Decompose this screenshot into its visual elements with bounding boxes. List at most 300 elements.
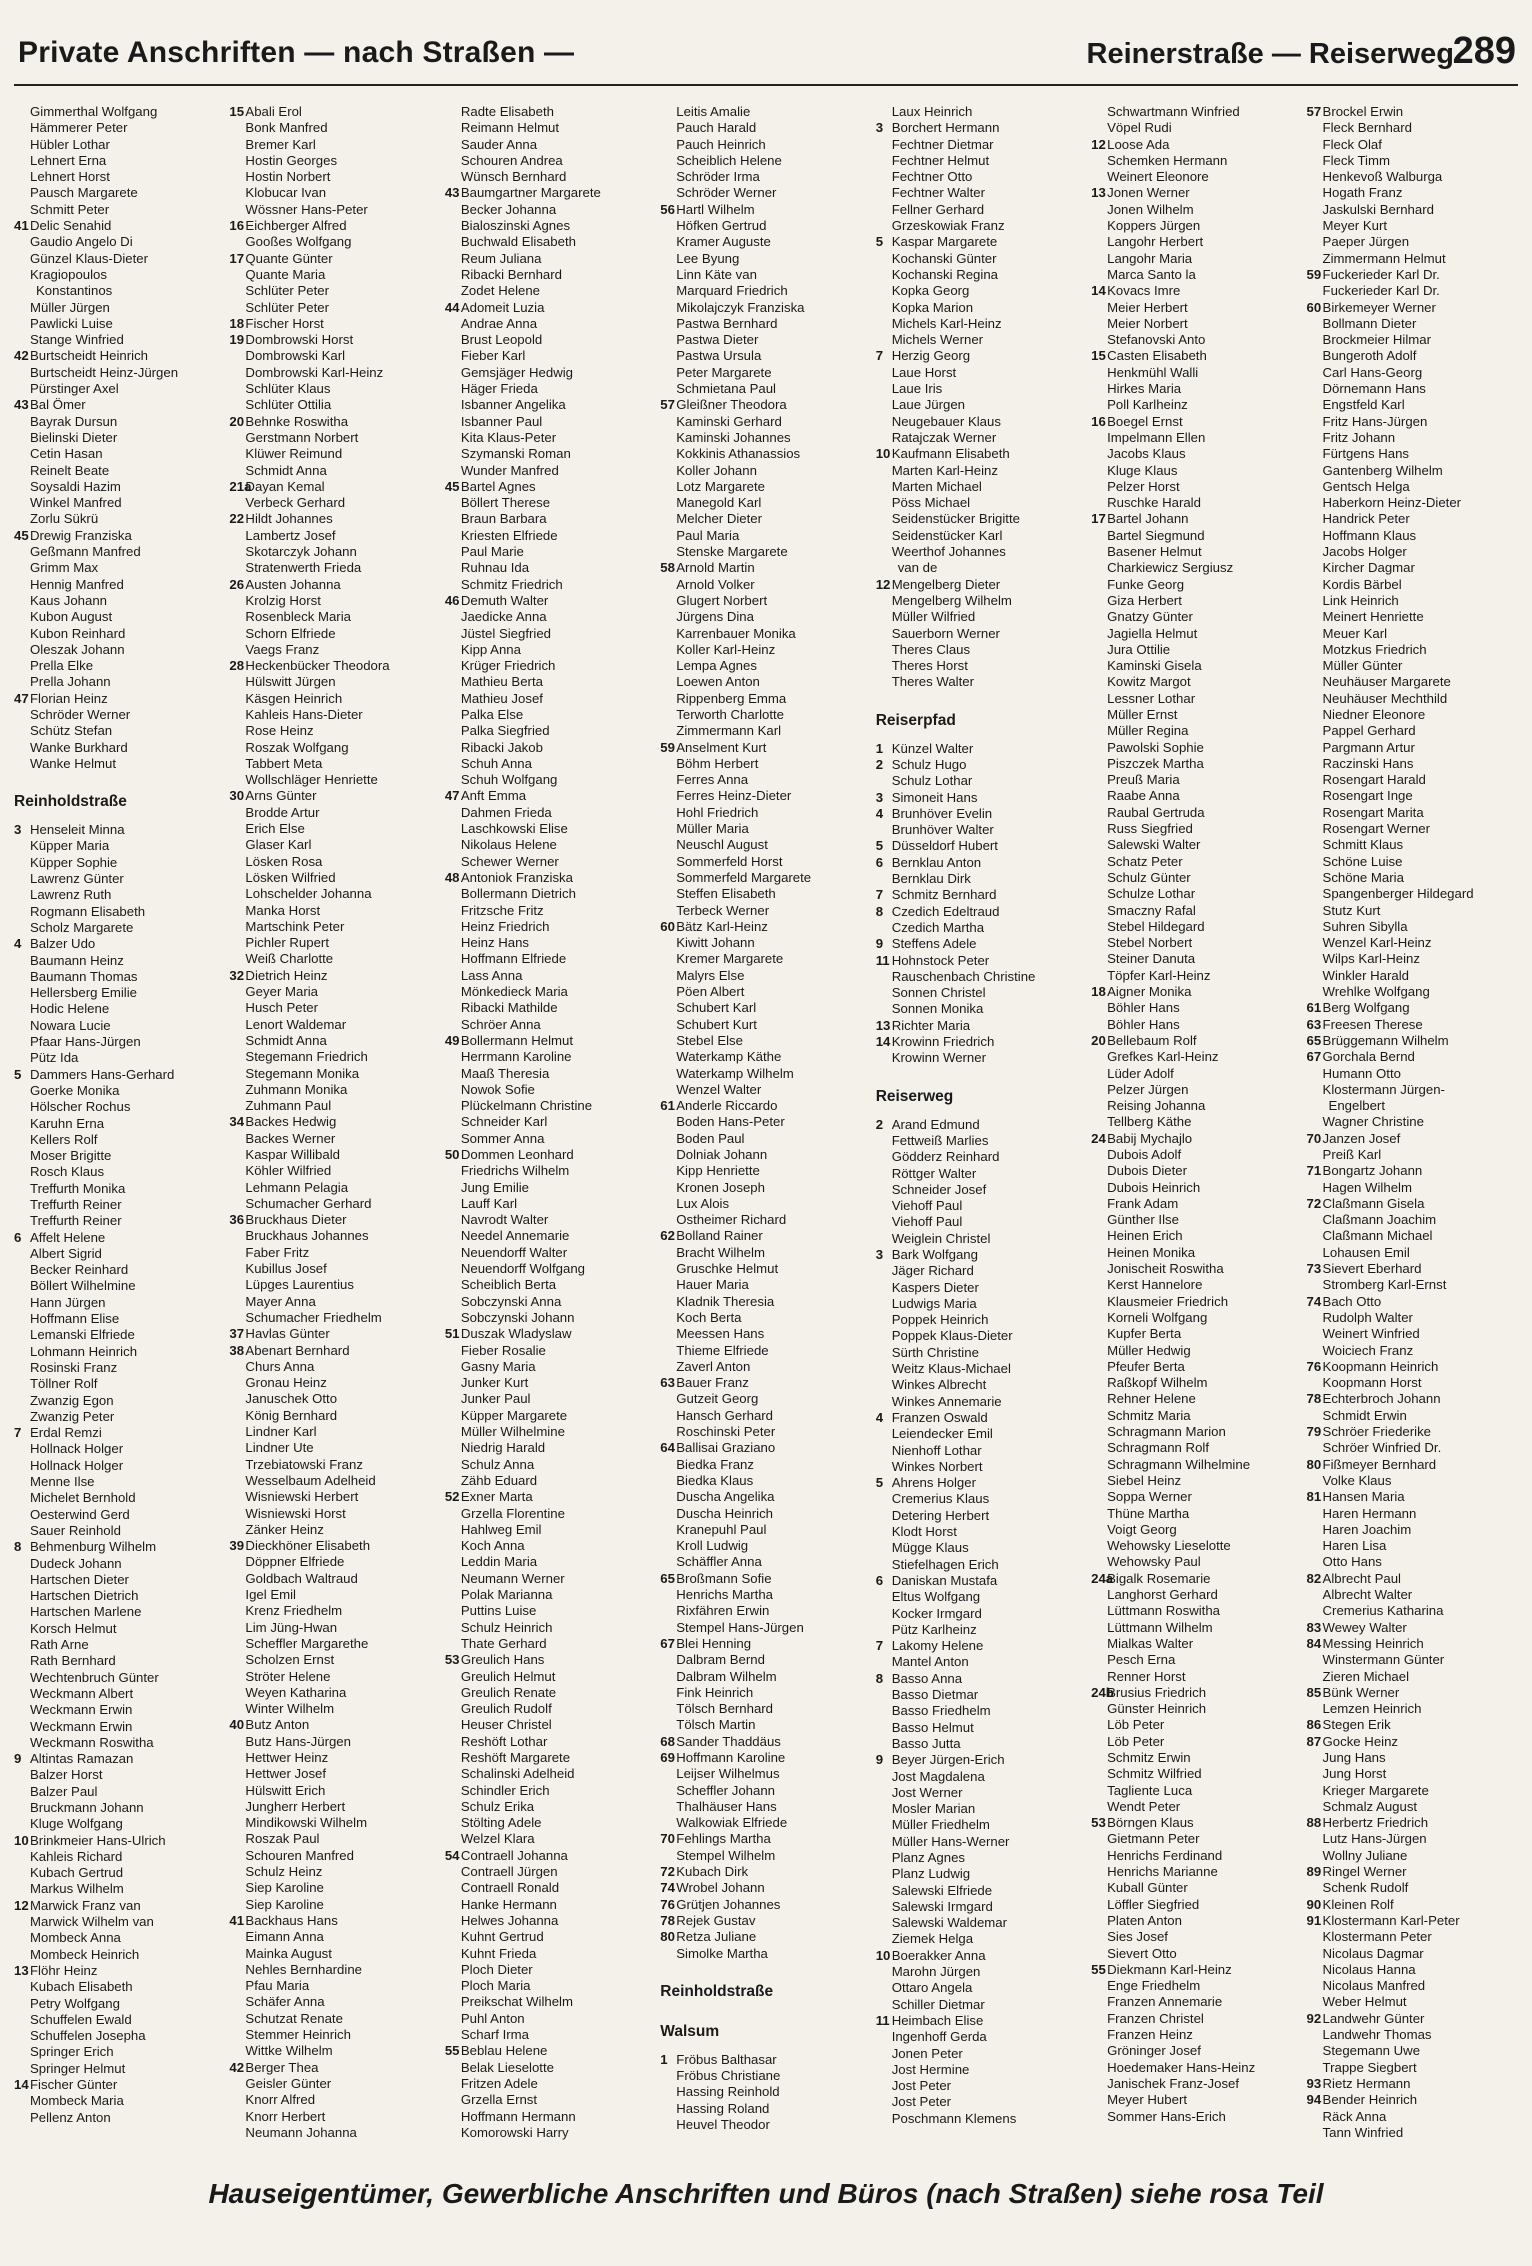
directory-entry bbox=[1307, 1017, 1518, 1033]
resident-name: Ahrens Holger bbox=[891, 1475, 976, 1491]
resident-name: Bark Wolfgang bbox=[891, 1247, 978, 1262]
resident-name: Lohausen Emil bbox=[1322, 1244, 1410, 1260]
resident-name: Glaser Karl bbox=[245, 837, 312, 853]
directory-entry bbox=[660, 1652, 871, 1668]
directory-entry bbox=[876, 1443, 1087, 1459]
resident-name: Lehnert Erna bbox=[30, 152, 107, 168]
house-number: 56 bbox=[660, 201, 675, 217]
directory-entry bbox=[14, 1833, 225, 1849]
directory-entry bbox=[660, 788, 871, 804]
directory-entry bbox=[229, 903, 440, 919]
directory-entry bbox=[876, 1475, 1087, 1491]
resident-name: Geßmann Manfred bbox=[30, 544, 141, 560]
directory-entry bbox=[229, 1978, 440, 1994]
directory-entry bbox=[1091, 1098, 1302, 1114]
resident-name: Schmidt Erwin bbox=[1322, 1407, 1407, 1423]
directory-entry bbox=[229, 756, 440, 772]
directory-entry bbox=[876, 2062, 1087, 2078]
directory-entry bbox=[1091, 1815, 1302, 1831]
directory-entry bbox=[445, 1343, 656, 1359]
directory-entry bbox=[229, 1864, 440, 1880]
directory-entry bbox=[1307, 1880, 1518, 1896]
resident-name: Rauschenbach Christine bbox=[891, 968, 1036, 984]
resident-name: Schütz Stefan bbox=[30, 723, 113, 739]
directory-entry bbox=[660, 218, 871, 234]
directory-entry bbox=[229, 1946, 440, 1962]
house-number: 42 bbox=[229, 2059, 245, 2075]
directory-entry bbox=[445, 968, 656, 984]
directory-entry bbox=[1091, 772, 1302, 788]
directory-entry bbox=[876, 1980, 1087, 1996]
directory-entry bbox=[1091, 267, 1302, 283]
resident-name: Böhm Herbert bbox=[676, 755, 759, 771]
resident-name: Drewig Franziska bbox=[30, 527, 132, 543]
directory-entry bbox=[229, 446, 440, 462]
directory-entry bbox=[660, 1766, 871, 1782]
resident-name: Dörnemann Hans bbox=[1322, 381, 1426, 397]
resident-name: Weckmann Albert bbox=[30, 1685, 134, 1701]
resident-name: Oleszak Johann bbox=[30, 641, 125, 657]
house-number: 38 bbox=[229, 1342, 245, 1358]
resident-name: Ruhnau Ida bbox=[460, 560, 530, 576]
resident-name: Gutzeit Georg bbox=[676, 1391, 759, 1407]
resident-name: Sander Thaddäus bbox=[676, 1733, 781, 1749]
resident-name: Arand Edmund bbox=[891, 1116, 980, 1132]
resident-name: Erich Else bbox=[245, 821, 305, 837]
directory-entry bbox=[876, 446, 1087, 462]
resident-name: Lotz Margarete bbox=[676, 478, 765, 494]
directory-entry bbox=[14, 2061, 225, 2077]
resident-name: Rosengart Marita bbox=[1322, 804, 1424, 820]
directory-entry bbox=[1307, 300, 1518, 316]
resident-name: Grzella Florentine bbox=[460, 1505, 565, 1521]
house-number: 59 bbox=[1306, 266, 1322, 282]
resident-name: Korneli Wolfgang bbox=[1107, 1309, 1208, 1325]
directory-entry bbox=[445, 446, 656, 462]
resident-name: Baumann Thomas bbox=[30, 968, 138, 984]
directory-entry bbox=[660, 1734, 871, 1750]
resident-name: Poschmann Klemens bbox=[891, 2110, 1017, 2126]
directory-entry bbox=[445, 1799, 656, 1815]
directory-entry bbox=[14, 1425, 225, 1441]
resident-name: Sürth Christine bbox=[891, 1344, 979, 1360]
resident-name: Wanke Burkhard bbox=[30, 739, 128, 755]
resident-name: Klostermann Peter bbox=[1322, 1929, 1432, 1945]
resident-name: Scholzen Ernst bbox=[245, 1652, 335, 1668]
resident-name: Preuß Maria bbox=[1107, 772, 1180, 788]
directory-entry bbox=[660, 2101, 871, 2117]
directory-entry bbox=[14, 609, 225, 625]
directory-entry bbox=[876, 218, 1087, 234]
resident-name: Kochanski Günter bbox=[891, 250, 997, 266]
house-number: 13 bbox=[14, 1962, 29, 1978]
resident-name: Hellersberg Emilie bbox=[30, 985, 138, 1001]
directory-entry bbox=[229, 707, 440, 723]
directory-entry bbox=[1307, 1603, 1518, 1619]
resident-name: Quante Maria bbox=[245, 266, 326, 282]
directory-entry bbox=[1091, 642, 1302, 658]
directory-entry bbox=[445, 903, 656, 919]
resident-name: Maaß Theresia bbox=[460, 1065, 550, 1081]
directory-entry bbox=[445, 854, 656, 870]
resident-name: Franzen Christel bbox=[1107, 2010, 1204, 2026]
resident-name: Junker Paul bbox=[460, 1391, 531, 1407]
resident-name: Pellenz Anton bbox=[30, 2109, 111, 2125]
resident-name: Palka Siegfried bbox=[460, 723, 550, 739]
directory-entry bbox=[660, 609, 871, 625]
resident-name: Pelzer Jürgen bbox=[1107, 1081, 1189, 1097]
resident-name: Sievert Otto bbox=[1107, 1945, 1177, 1961]
directory-entry bbox=[1307, 365, 1518, 381]
resident-name: Müller Regina bbox=[1107, 723, 1189, 739]
directory-entry bbox=[445, 691, 656, 707]
resident-name: Cetin Hasan bbox=[30, 446, 103, 462]
resident-name: Hoffmann Klaus bbox=[1322, 527, 1417, 543]
house-number: 10 bbox=[875, 446, 891, 462]
directory-entry bbox=[1091, 1946, 1302, 1962]
directory-entry bbox=[14, 1979, 225, 1995]
directory-entry bbox=[14, 348, 225, 364]
resident-name: Contraell Ronald bbox=[460, 1880, 560, 1896]
directory-entry bbox=[876, 1899, 1087, 1915]
house-number: 45 bbox=[14, 527, 29, 543]
resident-name: Rippenberg Emma bbox=[676, 690, 787, 706]
resident-name: Hämmerer Peter bbox=[30, 120, 128, 136]
directory-entry bbox=[229, 837, 440, 853]
directory-entry bbox=[1091, 2011, 1302, 2027]
house-number: 53 bbox=[1091, 1815, 1106, 1831]
directory-entry bbox=[14, 1621, 225, 1637]
directory-entry bbox=[1307, 658, 1518, 674]
resident-name: Börngen Klaus bbox=[1107, 1815, 1194, 1831]
directory-entry bbox=[229, 1017, 440, 1033]
resident-name: Müller Wilhelmine bbox=[460, 1424, 565, 1440]
resident-name: Schmitz Erwin bbox=[1107, 1749, 1191, 1765]
directory-entry bbox=[229, 1636, 440, 1652]
resident-name: Demuth Walter bbox=[460, 592, 549, 608]
house-number: 84 bbox=[1306, 1635, 1322, 1651]
directory-entry bbox=[876, 1280, 1087, 1296]
resident-name: Hassing Reinhold bbox=[676, 2084, 780, 2100]
resident-name: Kowitz Margot bbox=[1107, 674, 1191, 690]
resident-name: Kordis Bärbel bbox=[1322, 576, 1402, 592]
directory-entry bbox=[229, 1962, 440, 1978]
directory-entry bbox=[445, 2043, 656, 2059]
directory-entry bbox=[660, 919, 871, 935]
directory-entry bbox=[229, 968, 440, 984]
resident-name: Sauerborn Werner bbox=[891, 625, 1000, 641]
resident-name: Fischer Günter bbox=[30, 2077, 118, 2093]
resident-name: Fleck Bernhard bbox=[1322, 120, 1412, 136]
resident-name: Abali Erol bbox=[245, 104, 302, 119]
directory-entry bbox=[445, 479, 656, 495]
resident-name: Klausmeier Friedrich bbox=[1107, 1293, 1229, 1309]
directory-entry bbox=[1091, 1978, 1302, 1994]
resident-name: Martschink Peter bbox=[245, 918, 345, 934]
directory-entry bbox=[876, 511, 1087, 527]
directory-entry bbox=[660, 707, 871, 723]
directory-entry bbox=[445, 1180, 656, 1196]
directory-entry bbox=[229, 1359, 440, 1375]
directory-entry bbox=[445, 1359, 656, 1375]
resident-name: Poppek Klaus-Dieter bbox=[891, 1328, 1013, 1344]
directory-entry bbox=[229, 1196, 440, 1212]
resident-name: Hoffmann Hermann bbox=[460, 2108, 576, 2124]
resident-name: Roschinski Peter bbox=[676, 1424, 776, 1440]
directory-entry bbox=[660, 300, 871, 316]
resident-name: Küpper Margarete bbox=[460, 1407, 568, 1423]
directory-entry bbox=[660, 1587, 871, 1603]
resident-name: Koller Johann bbox=[676, 462, 757, 478]
directory-entry bbox=[1091, 251, 1302, 267]
directory-entry bbox=[229, 772, 440, 788]
directory-entry bbox=[14, 969, 225, 985]
resident-name: Haren Joachim bbox=[1322, 1521, 1412, 1537]
house-number: 47 bbox=[14, 690, 29, 706]
resident-name: Trzebiatowski Franz bbox=[245, 1456, 363, 1472]
resident-name: Reinelt Beate bbox=[30, 462, 110, 478]
directory-entry bbox=[660, 528, 871, 544]
resident-name: Blei Henning bbox=[676, 1635, 752, 1651]
resident-name: Reshöft Margarete bbox=[460, 1749, 571, 1765]
directory-entry bbox=[445, 626, 656, 642]
directory-entry bbox=[445, 397, 656, 413]
resident-name: Scheiblich Helene bbox=[676, 152, 782, 168]
directory-entry bbox=[1307, 1033, 1518, 1049]
directory-entry bbox=[445, 1131, 656, 1147]
directory-entry bbox=[1091, 185, 1302, 201]
resident-name: Boden Hans-Peter bbox=[676, 1114, 785, 1130]
directory-entry bbox=[1091, 1147, 1302, 1163]
resident-name: Bialoszinski Agnes bbox=[460, 218, 571, 234]
resident-name: Künzel Walter bbox=[891, 740, 974, 756]
resident-name: Motzkus Friedrich bbox=[1322, 641, 1427, 657]
directory-entry bbox=[1091, 218, 1302, 234]
directory-entry bbox=[660, 1082, 871, 1098]
resident-name: Jungherr Herbert bbox=[245, 1798, 346, 1814]
directory-entry bbox=[14, 1523, 225, 1539]
directory-entry bbox=[445, 1685, 656, 1701]
directory-entry bbox=[445, 169, 656, 185]
directory-entry bbox=[660, 1033, 871, 1049]
resident-name: Günster Heinrich bbox=[1107, 1701, 1207, 1717]
directory-entry bbox=[1091, 1033, 1302, 1049]
resident-name: Brunhöver Walter bbox=[891, 822, 994, 838]
resident-name: Koopmann Horst bbox=[1322, 1375, 1422, 1391]
directory-entry bbox=[660, 365, 871, 381]
directory-entry bbox=[1091, 528, 1302, 544]
directory-column bbox=[660, 104, 871, 2154]
directory-entry bbox=[1307, 381, 1518, 397]
resident-name: Ferres Anna bbox=[676, 772, 749, 788]
directory-entry bbox=[445, 153, 656, 169]
resident-name: Kremer Margarete bbox=[676, 951, 784, 967]
directory-entry bbox=[876, 1001, 1087, 1017]
resident-name: Küpper Maria bbox=[30, 838, 110, 854]
directory-entry bbox=[660, 626, 871, 642]
directory-entry bbox=[14, 1816, 225, 1832]
directory-entry bbox=[1307, 560, 1518, 576]
directory-entry bbox=[14, 1670, 225, 1686]
house-number: 15 bbox=[1091, 348, 1106, 364]
directory-entry bbox=[445, 821, 656, 837]
directory-entry bbox=[660, 544, 871, 560]
house-number: 9 bbox=[875, 936, 884, 952]
resident-name: Raubal Gertruda bbox=[1107, 804, 1205, 820]
directory-entry bbox=[229, 1245, 440, 1261]
resident-name: Bätz Karl-Heinz bbox=[676, 918, 768, 934]
directory-entry bbox=[229, 2011, 440, 2027]
directory-entry bbox=[876, 120, 1087, 136]
resident-name: Mantel Anton bbox=[891, 1654, 969, 1670]
directory-entry bbox=[876, 397, 1087, 413]
resident-name: Rosenbleck Maria bbox=[245, 609, 351, 625]
resident-name: Schröer Anna bbox=[460, 1016, 541, 1032]
resident-name: Sauder Anna bbox=[460, 136, 538, 152]
directory-entry bbox=[876, 430, 1087, 446]
house-number: 14 bbox=[875, 1034, 891, 1050]
directory-entry bbox=[229, 1848, 440, 1864]
resident-name: Raczinski Hans bbox=[1322, 755, 1414, 771]
directory-entry bbox=[229, 1180, 440, 1196]
resident-name: Hoffmann Karoline bbox=[676, 1749, 786, 1765]
resident-name: Schouren Andrea bbox=[460, 152, 563, 168]
directory-entry bbox=[660, 446, 871, 462]
resident-name: Klostermann Jürgen- bbox=[1322, 1081, 1445, 1097]
resident-name: Jonen Wilhelm bbox=[1107, 201, 1194, 217]
resident-name: Schalinski Adelheid bbox=[460, 1766, 575, 1782]
house-number: 1 bbox=[875, 740, 884, 756]
directory-entry bbox=[229, 1913, 440, 1929]
directory-entry bbox=[1307, 267, 1518, 283]
resident-name: Tölsch Martin bbox=[676, 1717, 756, 1733]
directory-entry bbox=[229, 1326, 440, 1342]
directory-entry bbox=[876, 381, 1087, 397]
directory-entry bbox=[660, 1261, 871, 1277]
resident-name: Beblau Helene bbox=[460, 2043, 548, 2059]
house-number: 3 bbox=[875, 789, 884, 805]
directory-entry bbox=[1091, 1261, 1302, 1277]
directory-entry bbox=[229, 1408, 440, 1424]
resident-name: Sonnen Monika bbox=[891, 1001, 984, 1017]
directory-entry bbox=[1091, 1424, 1302, 1440]
resident-name: Babij Mychajlo bbox=[1107, 1130, 1193, 1146]
directory-entry bbox=[876, 1671, 1087, 1687]
resident-name: Fritz Hans-Jürgen bbox=[1322, 413, 1428, 429]
resident-name: Simolke Martha bbox=[676, 1945, 768, 1961]
directory-entry bbox=[14, 104, 225, 120]
directory-entry bbox=[1307, 1799, 1518, 1815]
directory-entry bbox=[1091, 1506, 1302, 1522]
house-number: 5 bbox=[875, 234, 884, 250]
resident-name: Wrehlke Wolfgang bbox=[1322, 984, 1430, 1000]
resident-name: Räck Anna bbox=[1322, 2108, 1387, 2124]
directory-entry bbox=[1091, 1017, 1302, 1033]
resident-name: Henkmühl Walli bbox=[1107, 364, 1199, 380]
directory-entry bbox=[1307, 740, 1518, 756]
directory-entry bbox=[14, 691, 225, 707]
directory-entry bbox=[1307, 1554, 1518, 1570]
resident-name: Henrichs Martha bbox=[676, 1587, 774, 1603]
directory-entry bbox=[660, 1440, 871, 1456]
directory-entry bbox=[1307, 1652, 1518, 1668]
resident-name: Smaczny Rafal bbox=[1107, 902, 1196, 918]
resident-name: Jürgens Dina bbox=[676, 609, 754, 625]
resident-name: Anderle Riccardo bbox=[676, 1098, 778, 1114]
resident-name: Havlas Günter bbox=[245, 1326, 330, 1342]
house-number: 6 bbox=[875, 1572, 884, 1588]
directory-entry bbox=[229, 788, 440, 804]
directory-entry bbox=[1091, 153, 1302, 169]
directory-entry bbox=[1307, 609, 1518, 625]
directory-entry bbox=[1091, 1538, 1302, 1554]
directory-entry bbox=[229, 463, 440, 479]
directory-entry bbox=[660, 348, 871, 364]
directory-entry bbox=[229, 1131, 440, 1147]
directory-entry bbox=[229, 1163, 440, 1179]
directory-entry bbox=[876, 1752, 1087, 1768]
resident-name: Otto Hans bbox=[1322, 1554, 1382, 1570]
resident-name: Theres Claus bbox=[891, 641, 971, 657]
directory-entry bbox=[229, 1114, 440, 1130]
resident-name: Adomeit Luzia bbox=[460, 299, 545, 315]
directory-entry bbox=[660, 1131, 871, 1147]
resident-name: Bracht Wilhelm bbox=[676, 1244, 765, 1260]
resident-name: Langhorst Gerhard bbox=[1107, 1587, 1218, 1603]
directory-entry bbox=[1091, 1489, 1302, 1505]
directory-entry bbox=[1091, 1701, 1302, 1717]
directory-entry bbox=[14, 936, 225, 952]
resident-name: Hassing Roland bbox=[676, 2100, 770, 2116]
resident-name: Hartschen Marlene bbox=[30, 1604, 142, 1620]
resident-name: Albrecht Paul bbox=[1322, 1570, 1401, 1586]
resident-name: Oesterwind Gerd bbox=[30, 1506, 130, 1522]
resident-name: Kubon Reinhard bbox=[30, 625, 126, 641]
resident-name: Franzen Heinz bbox=[1107, 2027, 1193, 2043]
directory-entry bbox=[660, 1457, 871, 1473]
resident-name: Schneider Karl bbox=[460, 1114, 548, 1130]
resident-name: Müller Wilfried bbox=[891, 609, 976, 625]
directory-entry bbox=[1091, 234, 1302, 250]
directory-entry bbox=[1307, 120, 1518, 136]
resident-name: Kladnik Theresia bbox=[676, 1293, 775, 1309]
directory-entry bbox=[1307, 1228, 1518, 1244]
resident-name: Fechtner Dietmar bbox=[891, 136, 994, 152]
resident-name: Kaspers Dieter bbox=[891, 1279, 979, 1295]
resident-name: Wössner Hans-Peter bbox=[245, 201, 368, 217]
house-number: 78 bbox=[1306, 1391, 1322, 1407]
resident-name: Salewski Waldemar bbox=[891, 1915, 1007, 1931]
directory-entry bbox=[1091, 854, 1302, 870]
resident-name: Fuckerieder Karl Dr. bbox=[1322, 283, 1440, 299]
directory-entry bbox=[876, 2078, 1087, 2094]
directory-entry bbox=[14, 137, 225, 153]
resident-name: Meier Herbert bbox=[1107, 299, 1188, 315]
resident-name: Schmalz August bbox=[1322, 1798, 1418, 1814]
directory-entry bbox=[229, 674, 440, 690]
resident-name: Lauff Karl bbox=[460, 1195, 518, 1211]
resident-name: Raßkopf Wilhelm bbox=[1107, 1375, 1208, 1391]
directory-entry bbox=[14, 1230, 225, 1246]
directory-entry bbox=[1091, 511, 1302, 527]
resident-name: Dalbram Bernd bbox=[676, 1652, 765, 1668]
resident-name: Müller Ernst bbox=[1107, 706, 1178, 722]
directory-entry bbox=[14, 1181, 225, 1197]
directory-entry bbox=[229, 1880, 440, 1896]
resident-name: Müller Hans-Werner bbox=[891, 1833, 1010, 1849]
directory-entry bbox=[14, 740, 225, 756]
directory-entry bbox=[445, 1571, 656, 1587]
